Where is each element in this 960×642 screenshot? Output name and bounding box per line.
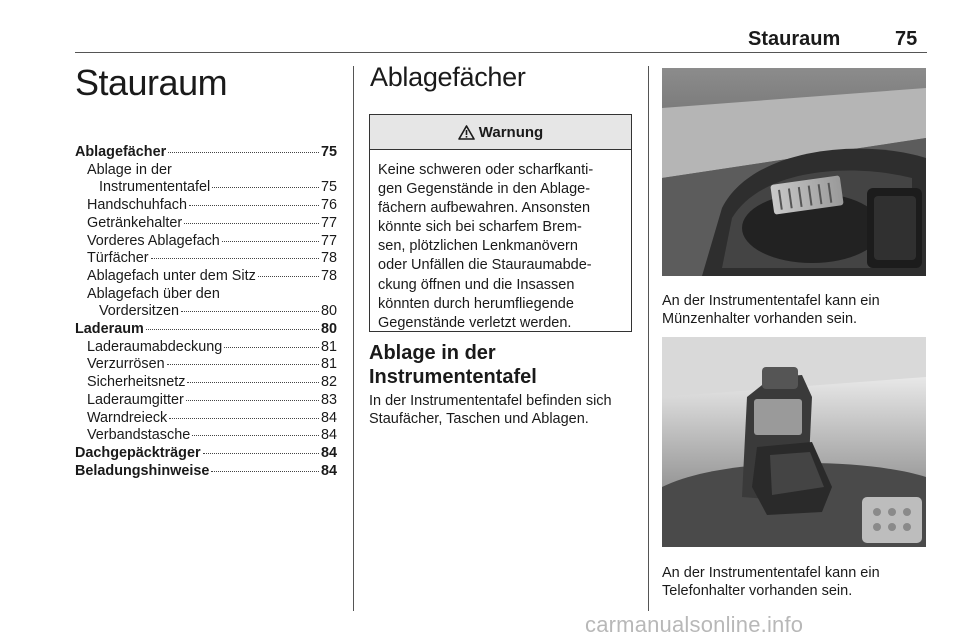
toc-entry-label: Instrumententafel [99, 179, 211, 196]
toc-entry-page: 83 [320, 391, 337, 408]
toc-entry[interactable] [75, 445, 337, 463]
toc-entry[interactable] [75, 179, 337, 197]
toc-entry-page: 84 [320, 444, 337, 461]
toc-entry-label: Dachgepäckträger [75, 444, 201, 461]
toc-entry-label: Laderaumabdeckung [87, 338, 223, 355]
toc-leader-dots [192, 435, 319, 436]
toc-entry-page: 80 [320, 303, 337, 320]
toc-entry-label: Warndreieck [87, 409, 168, 426]
toc-entry-page: 77 [320, 214, 337, 231]
toc-entry-page: 80 [320, 321, 337, 338]
toc-entry-page: 81 [320, 356, 337, 373]
toc-entry[interactable] [75, 410, 337, 428]
toc-entry-page: 82 [320, 374, 337, 391]
coin-holder-photo [662, 68, 926, 276]
toc-entry-label: Ablage in der [87, 161, 172, 178]
toc-leader-dots [151, 258, 319, 259]
toc-leader-dots [189, 205, 319, 206]
section-title: Ablagefächer [370, 62, 526, 92]
toc-entry[interactable] [75, 144, 337, 162]
toc-entry-label: Verbandstasche [87, 427, 191, 444]
toc-leader-dots [168, 152, 319, 153]
toc-leader-dots [184, 223, 319, 224]
toc-leader-dots [211, 471, 319, 472]
toc-leader-dots [258, 276, 319, 277]
column-divider-left [353, 66, 354, 611]
toc-entry[interactable] [75, 463, 337, 481]
toc-entry-page: 84 [320, 427, 337, 444]
toc-entry[interactable] [75, 427, 337, 445]
toc-entry-label: Handschuhfach [87, 197, 188, 214]
toc-entry-page: 77 [320, 232, 337, 249]
toc-entry-page: 75 [320, 144, 337, 160]
warning-header [370, 115, 631, 150]
body-paragraph: In der Instrumententafel befinden sich Staufächer, Taschen und Ablagen. [369, 393, 612, 427]
phone-holder-photo [662, 337, 926, 547]
toc-entry-page: 81 [320, 338, 337, 355]
toc-entry-label: Türfächer [87, 250, 149, 267]
toc-entry-label: Ablagefach unter dem Sitz [87, 267, 256, 284]
running-header-title: Stauraum [748, 28, 841, 50]
toc-entry[interactable] [75, 392, 337, 410]
toc-leader-dots [222, 241, 319, 242]
toc-entry-page: 75 [320, 179, 337, 196]
toc-entry[interactable] [75, 321, 337, 339]
toc-leader-dots [187, 382, 319, 383]
toc-leader-dots [146, 329, 319, 330]
warning-box [369, 114, 632, 332]
toc-entry-page: 84 [320, 409, 337, 426]
table-of-contents [75, 144, 337, 480]
running-header-page-number: 75 [895, 28, 918, 50]
warning-text: Keine schweren oder scharfkanti- gen Gegenstände in den Ablage- fächern aufbewahren. Ansonsten könnte sich bei scharfem Brem- sen, plötzlichen Lenkmanövern oder Unfällen die Stauraumabde- ckung öffnen und die Insassen könnten durch herumfliegende Gegenstände verletzt werden. [378, 162, 594, 331]
column-divider-right [648, 66, 649, 611]
toc-leader-dots [203, 453, 319, 454]
toc-entry-label: Ablagefächer [75, 144, 167, 160]
toc-entry[interactable] [75, 250, 337, 268]
toc-entry-label: Laderaum [75, 321, 144, 338]
subsection-title: Ablage in der Instrumententafel [369, 342, 537, 388]
toc-entry-label: Verzurrösen [87, 356, 165, 373]
toc-entry-label: Vorderes Ablagefach [87, 232, 220, 249]
chapter-title: Stauraum [75, 62, 228, 103]
toc-leader-dots [181, 311, 319, 312]
toc-entry[interactable] [75, 356, 337, 374]
header-rule [75, 52, 927, 53]
toc-entry-label: Getränkehalter [87, 214, 183, 231]
toc-leader-dots [167, 364, 319, 365]
toc-entry[interactable] [75, 215, 337, 233]
toc-leader-dots [186, 400, 319, 401]
warning-triangle-icon [458, 125, 475, 140]
phone-holder-caption: An der Instrumententafel kann ein Telefonhalter vorhanden sein. [662, 565, 880, 599]
toc-entry-label: Vordersitzen [99, 303, 179, 320]
toc-entry[interactable] [75, 286, 337, 304]
toc-entry[interactable] [75, 303, 337, 321]
toc-entry[interactable] [75, 197, 337, 215]
toc-entry-label: Laderaumgitter [87, 391, 184, 408]
toc-entry-page: 78 [320, 267, 337, 284]
toc-entry[interactable] [75, 233, 337, 251]
toc-leader-dots [212, 187, 319, 188]
warning-label: Warnung [478, 123, 544, 141]
toc-entry[interactable] [75, 268, 337, 286]
toc-leader-dots [169, 418, 319, 419]
toc-entry-page: 78 [320, 250, 337, 267]
toc-entry-page: 76 [320, 197, 337, 214]
watermark: carmanualsonline.info [585, 612, 804, 637]
toc-leader-dots [224, 347, 319, 348]
coin-holder-caption: An der Instrumententafel kann ein Münzenhalter vorhanden sein. [662, 293, 880, 327]
toc-entry-label: Sicherheitsnetz [87, 374, 186, 391]
toc-entry[interactable] [75, 339, 337, 357]
toc-entry[interactable] [75, 374, 337, 392]
toc-entry-label: Ablagefach über den [87, 285, 220, 302]
toc-entry-page: 84 [320, 462, 337, 479]
toc-entry-label: Beladungshinweise [75, 462, 210, 479]
toc-entry[interactable] [75, 162, 337, 180]
